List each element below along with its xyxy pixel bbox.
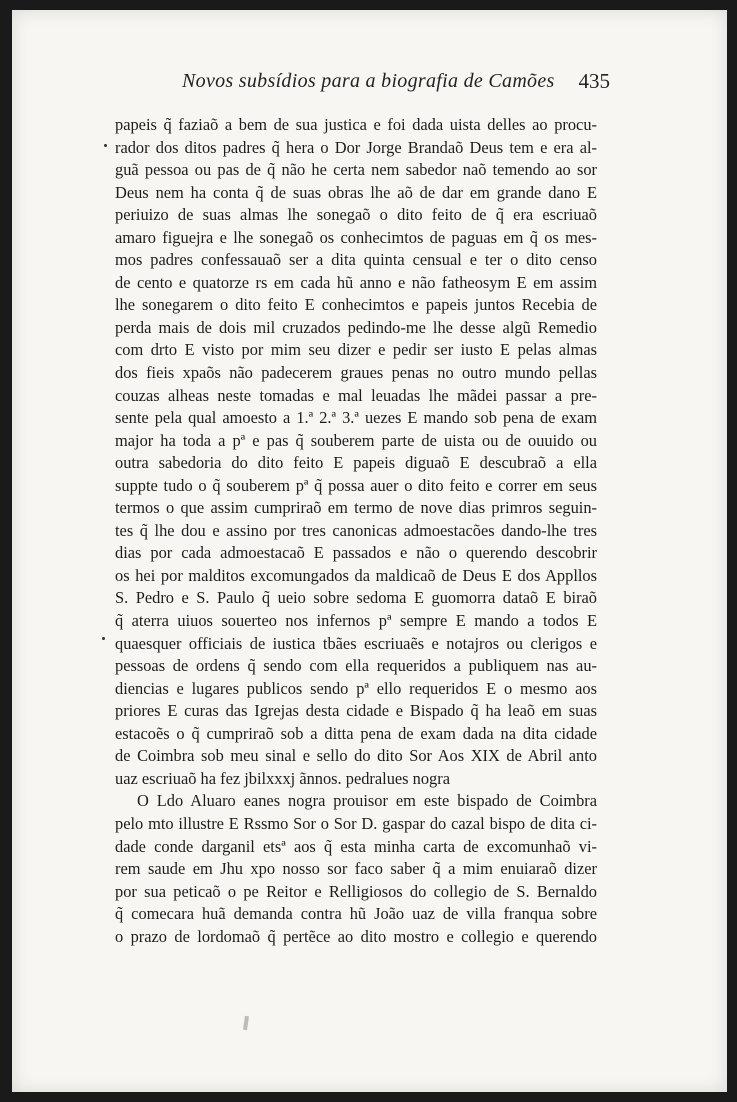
text-line: dos fieis xpaõs não padecerem graues penas no outro mundo pellas (115, 363, 597, 383)
book-page (12, 10, 727, 1092)
text-line: mos padres confessauaõ ser a dita quinta censual e ter o dito censo (115, 250, 597, 270)
text-line: Deus nem ha conta q̃ de suas obras lhe aõ de dar em grande dano E (115, 182, 597, 202)
text-line: perda mais de dois mil cruzados pedindo-me lhe desse algũ Remedio (115, 317, 597, 337)
margin-dot (102, 637, 105, 640)
text-line: q̃ comecara huã demanda contra hũ João uaz de villa franqua sobre (115, 904, 597, 924)
text-line: priores E curas das Igrejas desta cidade e Bispado q̃ ha leaõ em suas (115, 701, 597, 721)
text-line: o prazo de lordomaõ q̃ pertẽce ao dito mostro e collegio e querendo (115, 926, 597, 946)
text-line: rador dos ditos padres q̃ hera o Dor Jorge Brandaõ Deus tem e era al- (115, 137, 597, 157)
text-line: os hei por malditos excomungados da maldicaõ de Deus E dos Appllos (115, 565, 597, 585)
text-line: couzas alheas neste tomadas e mal leuadas lhe mãdei passar a pre- (115, 385, 597, 405)
text-line: quaesquer officiais de iustica tbães escriuaẽs e notajros ou clerigos e (115, 633, 597, 653)
text-line: lhe sonegarem o dito feito E conhecimtos e papeis juntos Recebia de (115, 295, 597, 315)
text-line: estacoẽs o q̃ cumpriraõ sob a ditta pena de exam dada na dita cidade (115, 723, 597, 743)
text-line: dias por cada admoestacaõ E passados e não o querendo descobrir (115, 543, 597, 563)
body-text (115, 114, 597, 948)
paragraph-1 (115, 114, 597, 790)
margin-dot (104, 144, 107, 147)
text-line: dade conde darganil etsª aos q̃ esta minha carta de excomunhaõ vi- (115, 836, 597, 856)
text-line: de Coimbra sob meu sinal e sello do dito Sor Aos XIX de Abril anto (115, 746, 597, 766)
text-line: tes q̃ lhe dou e assino por tres canonicas admoestacões dando-lhe tres (115, 520, 597, 540)
text-line: O Ldo Aluaro eanes nogra prouisor em este bispado de Coimbra (137, 791, 597, 811)
text-line: pessoas de ordens q̃ sendo com ella requeridos a publiquem nas au- (115, 656, 597, 676)
text-line: uaz escriuaõ ha fez jbilxxxj ãnnos. pedralues nogra (115, 768, 450, 788)
running-title: Novos subsídios para a biografia de Camões (182, 70, 555, 92)
text-line: periuizo de suas almas lhe sonegaõ o dito feito de q̃ era escriuaõ (115, 205, 597, 225)
text-line: q̃ aterra uiuos souerteo nos infernos pª sempre E mando a todos E (115, 611, 597, 631)
page-stain (243, 1016, 249, 1030)
text-line: diencias e lugares publicos sendo pª ello requeridos E o mesmo aos (115, 678, 597, 698)
text-line: S. Pedro e S. Paulo q̃ ueio sobre sedoma E guomorra dataõ E biraõ (115, 588, 597, 608)
text-line: guã pessoa ou pas de q̃ não he certa nem sabedor naõ temendo ao sor (115, 160, 597, 180)
page-number: 435 (578, 69, 610, 93)
text-line: outra sabedoria do dito feito E papeis diguaõ E descubraõ a ella (115, 453, 597, 473)
text-line: com drto E visto por mim seu dizer e pedir ser iusto E pelas almas (115, 340, 597, 360)
text-line: papeis q̃ faziaõ a bem de sua justica e foi dada uista delles ao procu- (115, 115, 597, 134)
text-line: rem saude em Jhu xpo nosso sor faco saber q̃ a mim enuiaraõ dizer (115, 859, 597, 879)
paragraph-2 (115, 790, 597, 948)
text-line: por sua peticaõ o pe Reitor e Relligiosos do collegio de S. Bernaldo (115, 881, 597, 901)
text-line: suppte tudo o q̃ souberem pª q̃ possa auer o dito feito e correr em seus (115, 475, 597, 495)
text-line: amaro figuejra e lhe sonegaõ os conhecimtos de paguas em q̃ os mes- (115, 227, 597, 247)
text-line: termos o que assim cumpriraõ em termo de nove dias primros seguin- (115, 498, 597, 518)
text-line: de cento e quatorze rs em cada hũ anno e não fatheosym E em assim (115, 272, 597, 292)
text-line: sente pela qual amoesto a 1.ª 2.ª 3.ª uezes E mando sob pena de exam (115, 408, 597, 428)
text-line: pelo mto illustre E Rssmo Sor o Sor D. gaspar do cazal bispo de dita ci- (115, 813, 597, 833)
running-header (170, 66, 610, 100)
text-line: major ha toda a pª e pas q̃ souberem parte de uista ou de ouuido ou (115, 430, 597, 450)
